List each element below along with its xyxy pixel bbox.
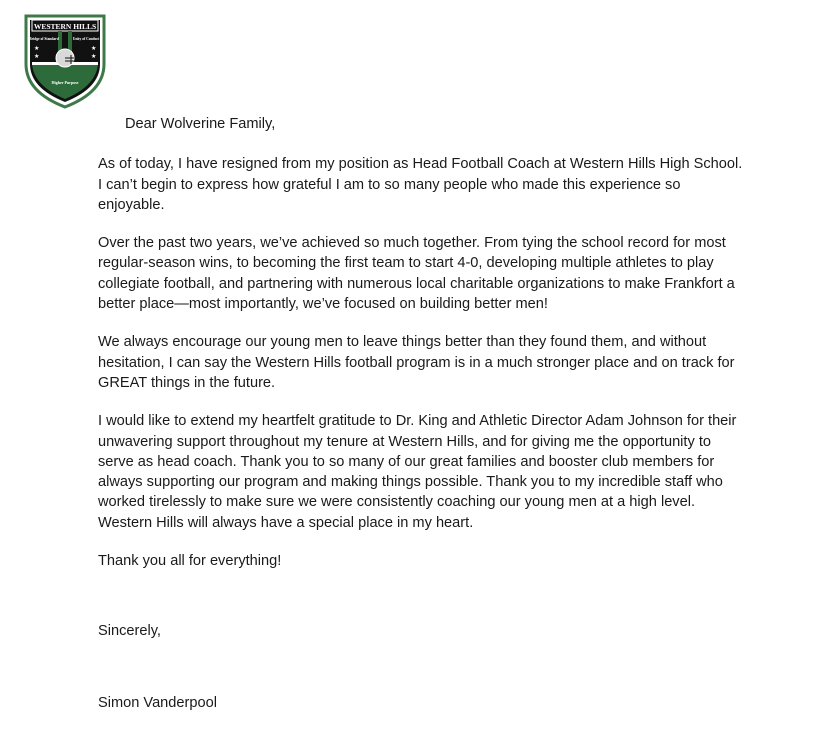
crest-bottom-motto: Higher Purpose (51, 80, 79, 85)
star-icon: ★ (91, 53, 97, 60)
letter-paragraph: As of today, I have resigned from my position as Head Football Coach at Western Hills High School. I can’t begin to express how grateful I am to so many people who made this experience so enjoyable. (98, 156, 743, 213)
letter-signature-name: Simon Vanderpool (98, 694, 217, 711)
crest-right-motto: Unity of Conduct (72, 37, 100, 41)
letter-salutation: Dear Wolverine Family, (125, 116, 276, 132)
letter-paragraph: We always encourage our young men to leave things better than they found them, and without hesitation, I can say the Western Hills football program is in a much stronger place and on track for GREAT things in the future. (98, 334, 735, 391)
crest-banner-text: WESTERN HILLS (33, 22, 97, 31)
star-icon: ★ (34, 45, 40, 52)
star-icon: ★ (91, 45, 97, 52)
letter-closing-thanks: Thank you all for everything! (98, 553, 282, 570)
letter-paragraph: Over the past two years, we’ve achieved so much together. From tying the school record for most regular-season wins, to becoming the first team to start 4-0, developing multiple athletes to play collegiate football, and partnering with numerous local charitable organizations to make Frankfort a better place—most importantly, we’ve focused on building better men! (98, 235, 735, 313)
letter-body (98, 114, 748, 731)
letter-signoff: Sincerely, (98, 623, 161, 640)
star-icon: ★ (34, 53, 40, 60)
school-crest-logo (22, 12, 108, 110)
crest-left-motto: Bridge of Standard (29, 37, 59, 41)
letter-paragraph: I would like to extend my heartfelt gratitude to Dr. King and Athletic Director Adam Johnson for their unwavering support throughout my tenure at Western Hills, and for giving me the opportunity to serve as head coach. Thank you to so many of our great families and booster club members for always supporting our program and making things possible. Thank you to my incredible staff who worked tirelessly to make sure we were consistently coaching our young men at a high level. Western Hills will always have a special place in my heart. (98, 413, 737, 531)
